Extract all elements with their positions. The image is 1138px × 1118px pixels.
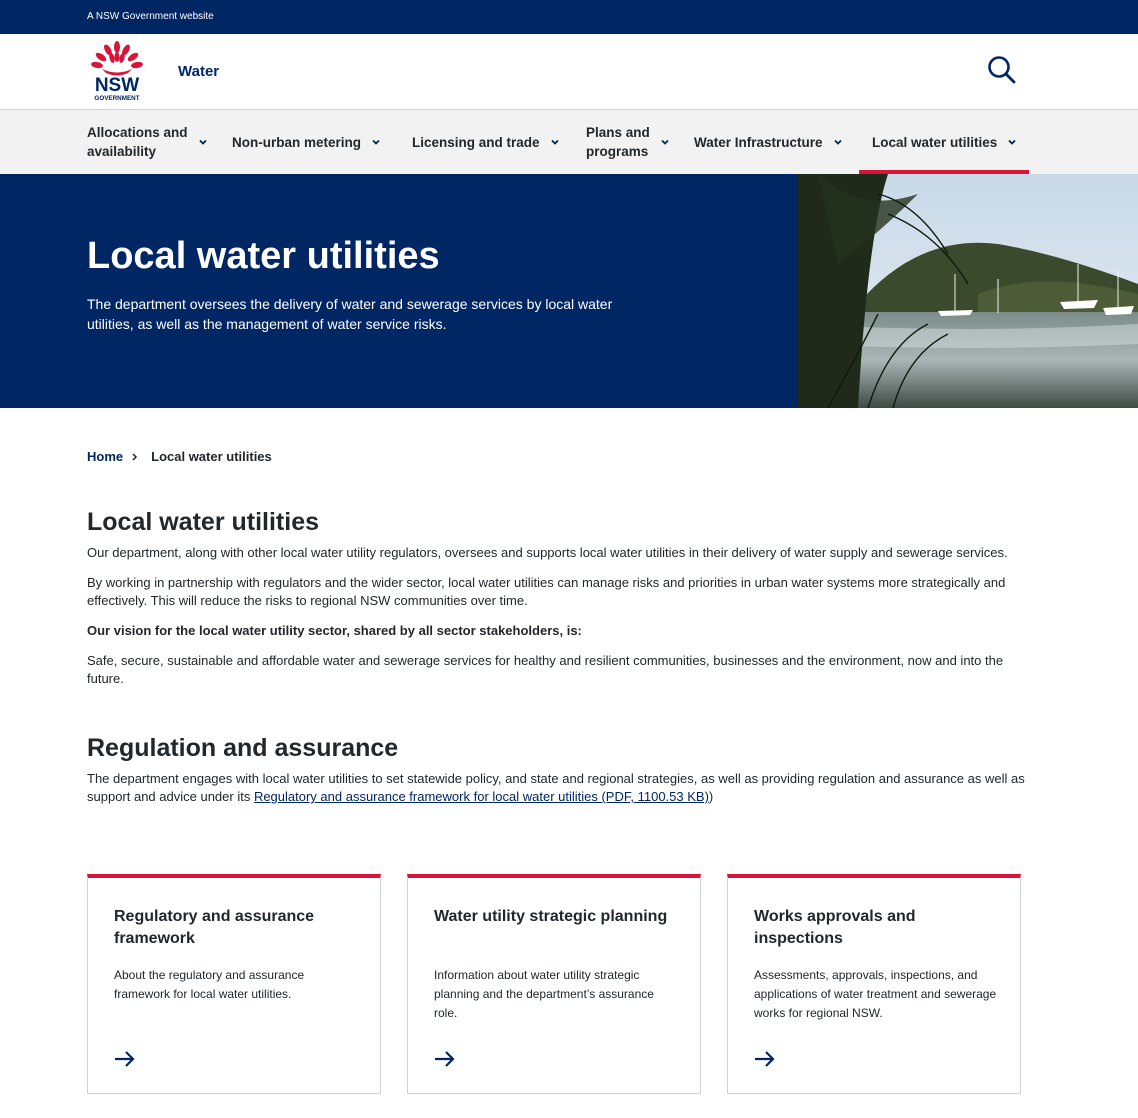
regulation-section [87, 732, 1027, 806]
framework-pdf-link[interactable]: Regulatory and assurance framework for local water utilities (PDF, 1100.53 KB) [253, 789, 709, 804]
nav-item-non-urban-metering[interactable] [232, 110, 381, 174]
chevron-down-icon [1007, 137, 1017, 147]
nav-item-local-water-utilities[interactable] [872, 110, 1017, 174]
chevron-down-icon [550, 137, 560, 147]
waratah-logo-icon [88, 40, 148, 104]
nsw-logo[interactable] [88, 40, 148, 104]
main-content [87, 506, 1027, 806]
arrow-right-icon [754, 1050, 776, 1068]
arrow-right-icon [114, 1050, 136, 1068]
chevron-down-icon [371, 137, 381, 147]
breadcrumb-home-link[interactable]: Home [87, 449, 124, 464]
chevron-down-icon [198, 137, 208, 147]
card-description: About the regulatory and assurance framework for local water utilities. [114, 968, 305, 1001]
section-heading-local-water-utilities: Local water utilities [87, 508, 320, 536]
partnership-paragraph: By working in partnership with regulators and the wider sector, local water utilities can manage risks and priorities in urban water systems more strategically and effectively. This will reduce the risks to regional NSW communities over time. [87, 575, 1006, 608]
card-description: Information about water utility strategic planning and the department’s assurance role. [434, 968, 654, 1020]
breadcrumb [87, 449, 272, 464]
site-header [0, 34, 1138, 110]
svg-text:NSW: NSW [94, 75, 140, 96]
card-description: Assessments, approvals, inspections, and applications of water treatment and sewerage works for regional NSW. [754, 968, 997, 1020]
card-title: Regulatory and assurance framework [114, 908, 315, 947]
chevron-down-icon [833, 137, 843, 147]
regulation-paragraph: The department engages with local water utilities to set statewide policy, and state and regional strategies, as well as providing regulation and assurance as well as support and advice under its Regulatory and assurance framework for local water utilities (PDF, 1100.53 KB)) [87, 771, 1025, 804]
nav-item-label: Plans and programs [586, 125, 650, 159]
card-strategic-planning[interactable] [407, 874, 701, 1094]
card-regulatory-framework[interactable] [87, 874, 381, 1094]
site-title[interactable]: Water [178, 63, 220, 80]
card-title: Works approvals and inspections [754, 908, 916, 947]
nav-item-allocations[interactable] [87, 110, 208, 174]
vision-paragraph: Safe, secure, sustainable and affordable water and sewerage services for healthy and resilient communities, businesses and the environment, now and into the future. [87, 653, 1004, 686]
search-icon [986, 54, 1018, 86]
svg-text:GOVERNMENT: GOVERNMENT [94, 95, 140, 102]
chevron-down-icon [660, 137, 670, 147]
nav-item-plans-and-programs[interactable] [586, 110, 670, 174]
intro-paragraph: Our department, along with other local water utility regulators, oversees and supports local water utilities in their delivery of water supply and sewerage services. [87, 545, 1008, 560]
search-button[interactable] [986, 54, 1018, 86]
nav-item-label: Local water utilities [872, 134, 998, 150]
vision-heading: Our vision for the local water utility sector, shared by all sector stakeholders, is: [87, 623, 582, 638]
hero-image [798, 174, 1138, 408]
nav-item-label: Licensing and trade [412, 134, 540, 150]
section-heading-regulation: Regulation and assurance [87, 734, 399, 762]
chevron-right-icon [131, 452, 139, 462]
card-title: Water utility strategic planning [434, 908, 668, 925]
nav-item-label: Allocations and availability [87, 125, 188, 159]
card-works-approvals[interactable] [727, 874, 1021, 1094]
breadcrumb-current: Local water utilities [151, 449, 272, 464]
nav-item-water-infrastructure[interactable] [694, 110, 843, 174]
main-navigation [0, 110, 1138, 174]
nav-item-licensing-and-trade[interactable] [412, 110, 560, 174]
hero-title: Local water utilities [87, 235, 440, 277]
hero-photo-river [798, 174, 1138, 408]
hero-description: The department oversees the delivery of water and sewerage services by local water utilities, as well as the management of water service risks. [87, 296, 613, 332]
arrow-right-icon [434, 1050, 456, 1068]
nav-item-label: Non-urban metering [232, 134, 362, 150]
hero-banner [0, 174, 1138, 408]
nav-item-label: Water Infrastructure [694, 134, 823, 150]
government-strip [0, 0, 1138, 34]
government-strip-text: A NSW Government website [87, 11, 214, 22]
